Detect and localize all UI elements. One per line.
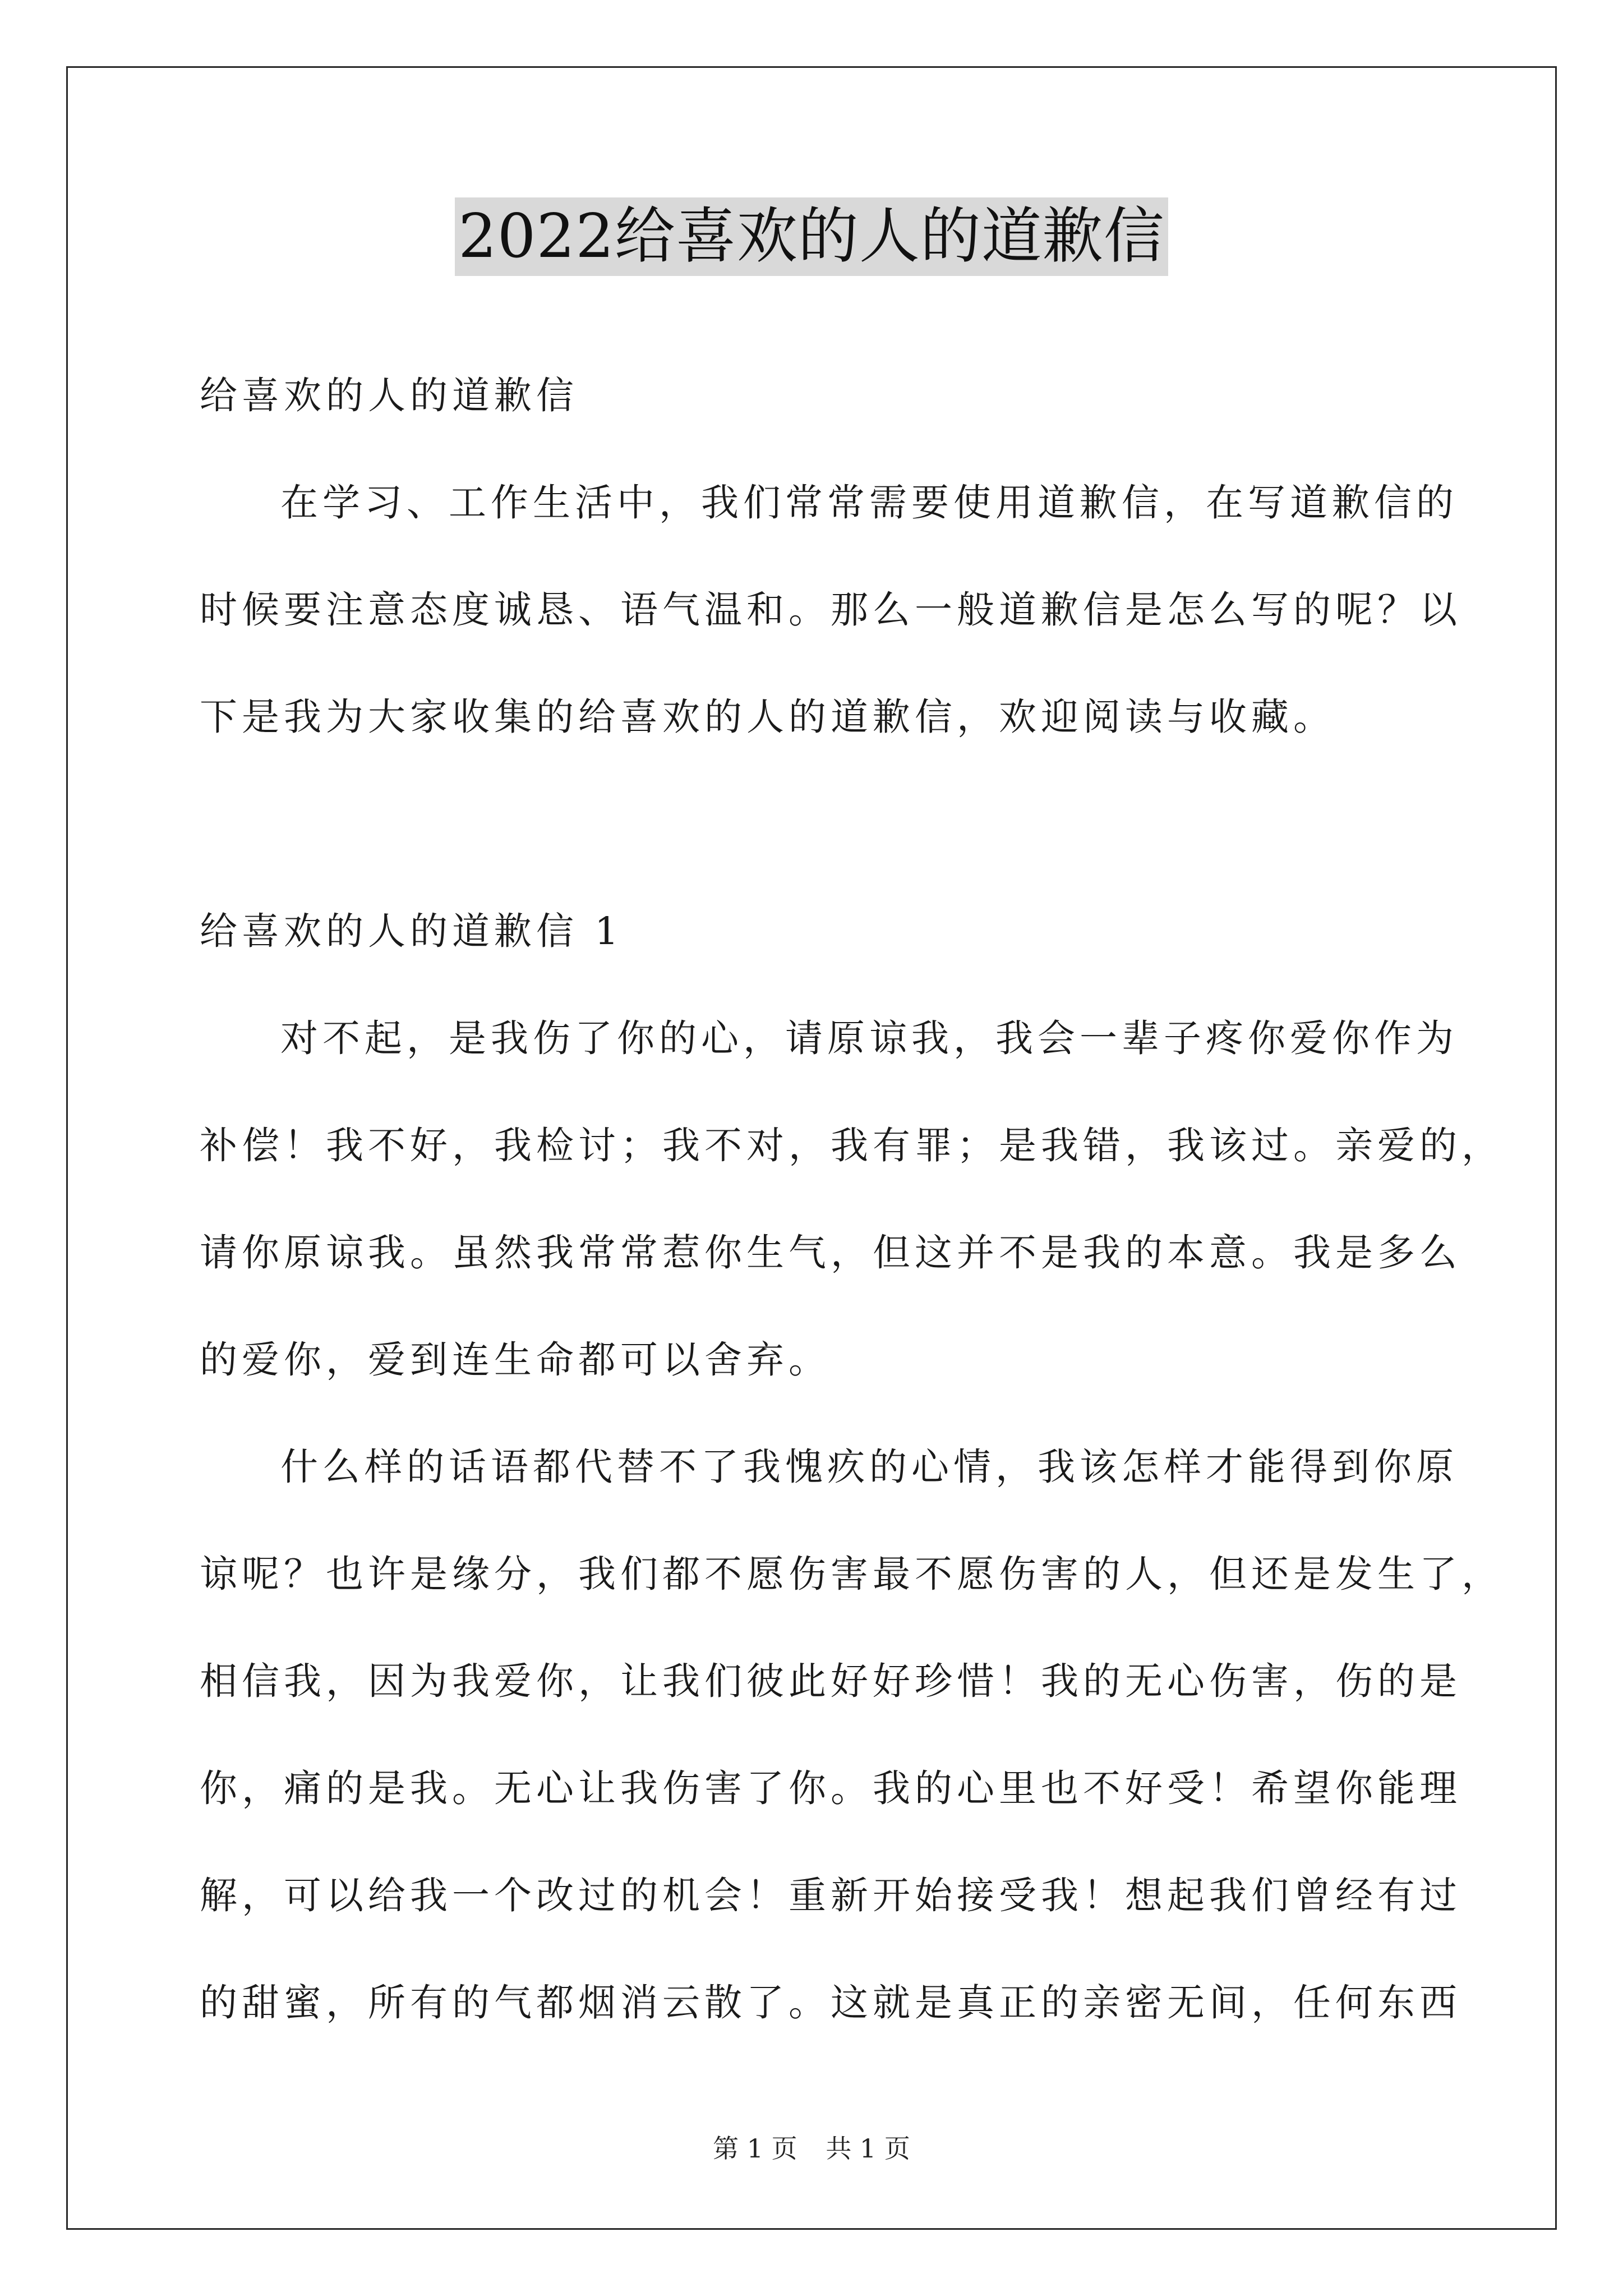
- paragraph-line: 解，可以给我一个改过的机会！重新开始接受我！想起我们曾经有过: [200, 1874, 1461, 1917]
- paragraph-line: 请你原谅我。虽然我常常惹你生气，但这并不是我的本意。我是多么: [200, 1231, 1461, 1274]
- page-total: 共 1 页: [826, 2133, 910, 2164]
- intro-line: 时候要注意态度诚恳、语气温和。那么一般道歉信是怎么写的呢？以: [200, 588, 1461, 632]
- page-footer: [0, 2132, 1623, 2165]
- intro-line: 在学习、工作生活中，我们常常需要使用道歉信，在写道歉信的: [280, 481, 1458, 524]
- paragraph-line: 谅呢？也许是缘分，我们都不愿伤害最不愿伤害的人，但还是发生了，: [200, 1552, 1504, 1596]
- document-title: 2022给喜欢的人的道歉信: [455, 197, 1168, 276]
- paragraph-line: 的甜蜜，所有的气都烟消云散了。这就是真正的亲密无间，任何东西: [200, 1981, 1461, 2024]
- paragraph-line: 的爱你，爱到连生命都可以舍弃。: [200, 1338, 831, 1382]
- paragraph-line: 什么样的话语都代替不了我愧疚的心情，我该怎样才能得到你原: [280, 1445, 1458, 1489]
- document-body: [200, 342, 1504, 2056]
- paragraph-line: 对不起，是我伤了你的心，请原谅我，我会一辈子疼你爱你作为: [280, 1016, 1458, 1060]
- section-heading: 给喜欢的人的道歉信 1: [200, 909, 623, 953]
- intro-line: 下是我为大家收集的给喜欢的人的道歉信，欢迎阅读与收藏。: [200, 695, 1335, 739]
- paragraph-line: 补偿！我不好，我检讨；我不对，我有罪；是我错，我该过。亲爱的，: [200, 1124, 1504, 1167]
- paragraph-line: 你，痛的是我。无心让我伤害了你。我的心里也不好受！希望你能理: [200, 1766, 1461, 1810]
- page-number: 第 1 页: [713, 2133, 797, 2164]
- heading: 给喜欢的人的道歉信: [200, 374, 578, 417]
- spacer: [200, 771, 1473, 878]
- title-container: [0, 197, 1623, 276]
- paragraph-line: 相信我，因为我爱你，让我们彼此好好珍惜！我的无心伤害，伤的是: [200, 1659, 1461, 1703]
